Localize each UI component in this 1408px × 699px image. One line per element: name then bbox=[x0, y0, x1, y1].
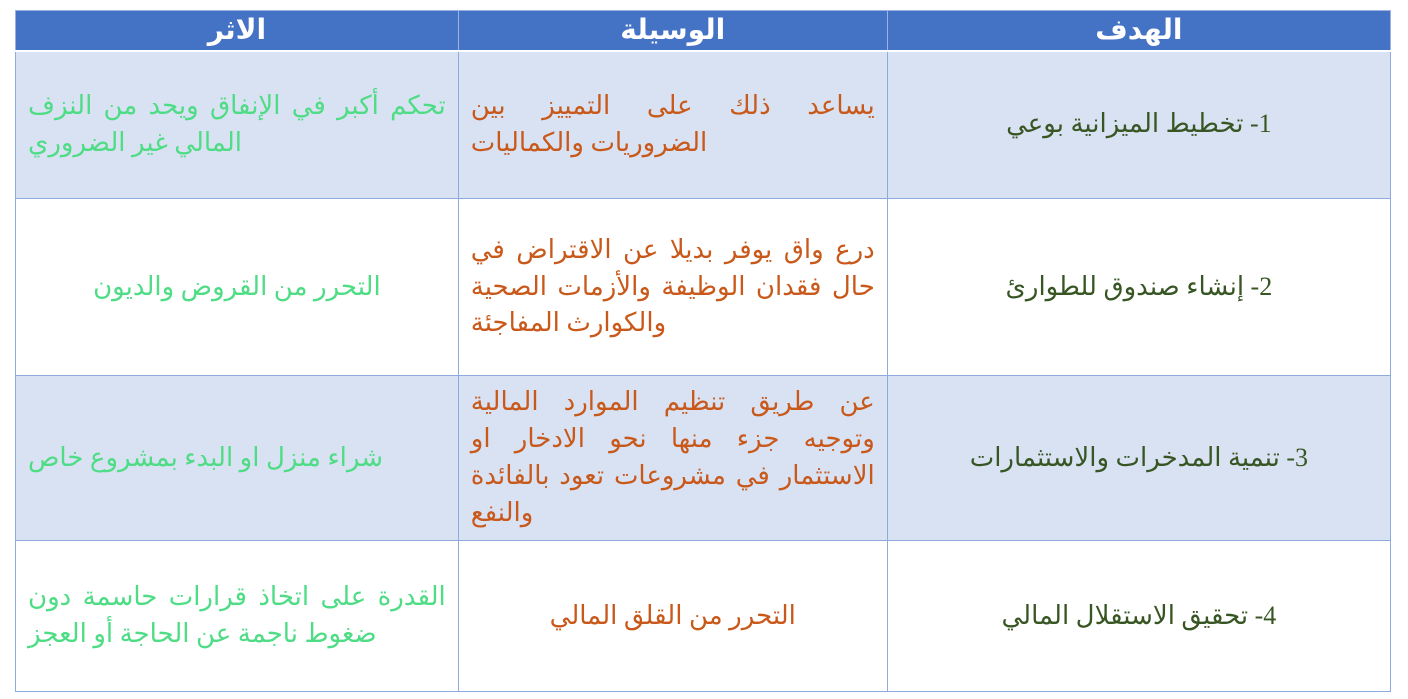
header-goal: الهدف bbox=[887, 11, 1390, 51]
goal-cell: 2- إنشاء صندوق للطوارئ bbox=[887, 199, 1390, 376]
means-cell: يساعد ذلك على التمييز بين الضروريات والكماليات bbox=[458, 51, 887, 199]
goal-cell: 1- تخطيط الميزانية بوعي bbox=[887, 51, 1390, 199]
header-row bbox=[16, 11, 1391, 51]
table-row bbox=[16, 541, 1391, 692]
table-row bbox=[16, 199, 1391, 376]
header-effect: الاثر bbox=[16, 11, 459, 51]
effect-cell: القدرة على اتخاذ قرارات حاسمة دون ضغوط ناجمة عن الحاجة أو العجز bbox=[16, 541, 459, 692]
means-cell: عن طريق تنظيم الموارد المالية وتوجيه جزء منها نحو الادخار او الاستثمار في مشروعات تعود بالفائدة والنفع bbox=[458, 376, 887, 541]
means-cell: درع واق يوفر بديلا عن الاقتراض في حال فقدان الوظيفة والأزمات الصحية والكوارث المفاجئة bbox=[458, 199, 887, 376]
effect-cell: تحكم أكبر في الإنفاق ويحد من النزف المالي غير الضروري bbox=[16, 51, 459, 199]
goal-cell: 3- تنمية المدخرات والاستثمارات bbox=[887, 376, 1390, 541]
means-cell: التحرر من القلق المالي bbox=[458, 541, 887, 692]
table-row bbox=[16, 51, 1391, 199]
table-row bbox=[16, 376, 1391, 541]
goals-means-effects-table bbox=[15, 10, 1391, 692]
header-means: الوسيلة bbox=[458, 11, 887, 51]
effect-cell: التحرر من القروض والديون bbox=[16, 199, 459, 376]
goal-cell: 4- تحقيق الاستقلال المالي bbox=[887, 541, 1390, 692]
effect-cell: شراء منزل او البدء بمشروع خاص bbox=[16, 376, 459, 541]
